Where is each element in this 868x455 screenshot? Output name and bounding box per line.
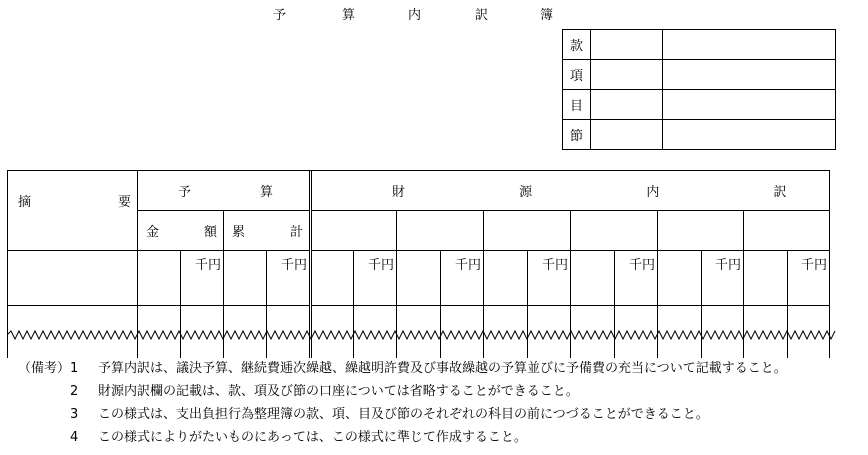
unit-label: 千円: [528, 251, 571, 306]
cumulative-char: 計: [289, 225, 303, 240]
funding-header-char: 訳: [773, 185, 787, 200]
amount-char: 額: [203, 225, 217, 240]
budget-header-char: 予: [178, 185, 192, 200]
funding-header-char: 内: [646, 185, 660, 200]
funding-cell[interactable]: [571, 251, 615, 306]
unit-label: 千円: [441, 251, 484, 306]
note-number: 4: [70, 430, 79, 445]
note-number: 2: [70, 384, 79, 399]
classification-table: [562, 29, 836, 150]
summary-header: [8, 171, 138, 251]
funding-cell[interactable]: [312, 251, 354, 306]
class-label-kan: 款: [563, 30, 591, 60]
class-label-setsu: 節: [563, 120, 591, 150]
amount-char: 金: [146, 225, 160, 240]
funding-source-6[interactable]: [744, 211, 830, 251]
budget-header-char: 算: [259, 185, 273, 200]
class-moku-code[interactable]: [591, 90, 663, 120]
note-number: 1: [70, 361, 79, 376]
class-label-moku: 目: [563, 90, 591, 120]
class-kou-name[interactable]: [663, 60, 836, 90]
unit-label: 千円: [615, 251, 658, 306]
title-char: 訳: [475, 8, 489, 23]
budget-cumulative-header: [224, 211, 310, 251]
funding-header: [312, 171, 830, 211]
summary-label-char: 要: [117, 195, 131, 210]
page-title: [0, 4, 868, 22]
funding-source-5[interactable]: [658, 211, 744, 251]
funding-source-2[interactable]: [397, 211, 484, 251]
title-char: 算: [342, 8, 356, 23]
funding-header-char: 財: [392, 185, 406, 200]
summary-label-char: 摘: [18, 195, 32, 210]
class-label-kou: 項: [563, 60, 591, 90]
class-kou-code[interactable]: [591, 60, 663, 90]
budget-amount-header: [138, 211, 224, 251]
notes-lead: （備考）: [18, 361, 71, 376]
title-char: 簿: [540, 8, 554, 23]
summary-cell[interactable]: [8, 251, 138, 306]
funding-cell[interactable]: [744, 251, 788, 306]
unit-label: 千円: [702, 251, 744, 306]
funding-cell[interactable]: [484, 251, 528, 306]
funding-cell[interactable]: [658, 251, 702, 306]
cumulative-char: 累: [232, 225, 246, 240]
note-text: この様式は、支出負担行為整理簿の款、項、目及び節のそれぞれの科目の前につづることができること。: [98, 407, 709, 422]
funding-source-1[interactable]: [312, 211, 397, 251]
amount-left[interactable]: [138, 251, 181, 306]
unit-label: 千円: [181, 251, 224, 306]
unit-label: 千円: [788, 251, 830, 306]
funding-header-char: 源: [519, 185, 533, 200]
class-moku-name[interactable]: [663, 90, 836, 120]
note-number: 3: [70, 407, 79, 422]
title-char: 予: [273, 8, 287, 23]
note-text: 予算内訳は、議決予算、継続費逓次繰越、繰越明許費及び事故繰越の予算並びに予備費の充当について記載すること。: [98, 361, 787, 376]
class-setsu-code[interactable]: [591, 120, 663, 150]
wavy-break-line: [7, 330, 838, 340]
funding-source-3[interactable]: [484, 211, 571, 251]
unit-label: 千円: [354, 251, 397, 306]
unit-label: 千円: [267, 251, 310, 306]
cumulative-left[interactable]: [224, 251, 267, 306]
class-kan-name[interactable]: [663, 30, 836, 60]
budget-header: [138, 171, 310, 211]
class-kan-code[interactable]: [591, 30, 663, 60]
note-text: 財源内訳欄の記載は、款、項及び節の口座については省略することができること。: [98, 384, 579, 399]
funding-cell[interactable]: [397, 251, 441, 306]
class-setsu-name[interactable]: [663, 120, 836, 150]
funding-source-4[interactable]: [571, 211, 658, 251]
title-char: 内: [408, 8, 422, 23]
note-text: この様式によりがたいものにあっては、この様式に準じて作成すること。: [98, 430, 527, 445]
